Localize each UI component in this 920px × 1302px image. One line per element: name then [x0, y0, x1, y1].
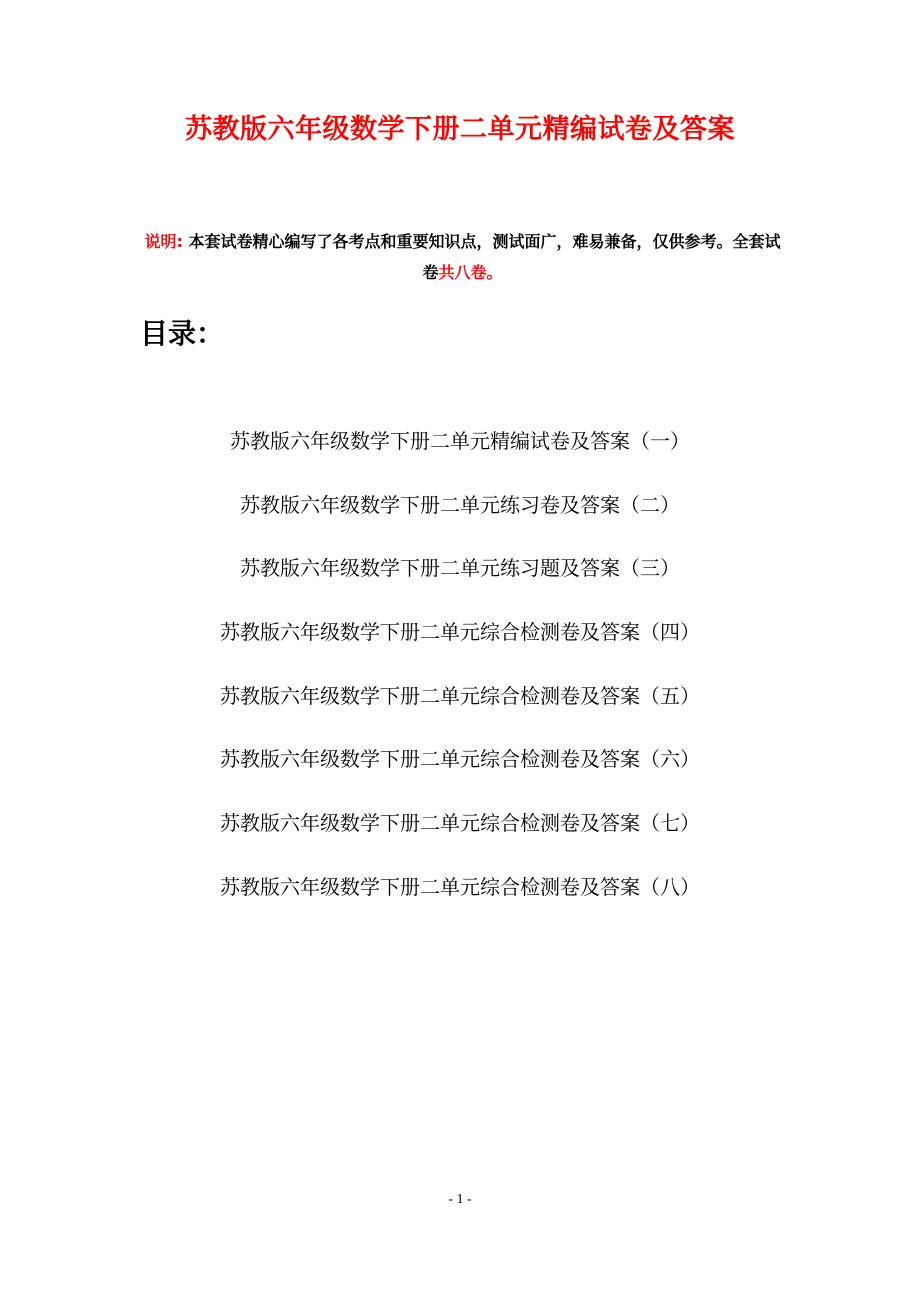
note-text: 本套试卷精心编写了各考点和重要知识点，测试面广，难易兼备，仅供参考。全套试卷 [182, 232, 781, 282]
document-title: 苏教版六年级数学下册二单元精编试卷及答案 [185, 114, 735, 145]
table-of-contents [0, 424, 920, 934]
note-highlight: 共八卷。 [438, 263, 503, 282]
description-note [140, 226, 785, 288]
note-label: 说明: [144, 232, 183, 251]
page-number: - 1 - [448, 1192, 472, 1207]
toc-entry[interactable]: 苏教版六年级数学下册二单元综合检测卷及答案（八） [220, 874, 700, 899]
toc-entry[interactable]: 苏教版六年级数学下册二单元练习卷及答案（二） [240, 492, 680, 517]
toc-entry[interactable]: 苏教版六年级数学下册二单元综合检测卷及答案（五） [220, 683, 700, 708]
toc-entry[interactable]: 苏教版六年级数学下册二单元精编试卷及答案（一） [230, 429, 690, 453]
toc-entry[interactable]: 苏教版六年级数学下册二单元练习题及答案（三） [240, 556, 680, 581]
toc-heading: 目录： [140, 317, 225, 350]
toc-entry[interactable]: 苏教版六年级数学下册二单元综合检测卷及答案（七） [220, 811, 700, 836]
toc-entry[interactable]: 苏教版六年级数学下册二单元综合检测卷及答案（四） [220, 620, 700, 645]
toc-entry[interactable]: 苏教版六年级数学下册二单元综合检测卷及答案（六） [220, 747, 700, 772]
